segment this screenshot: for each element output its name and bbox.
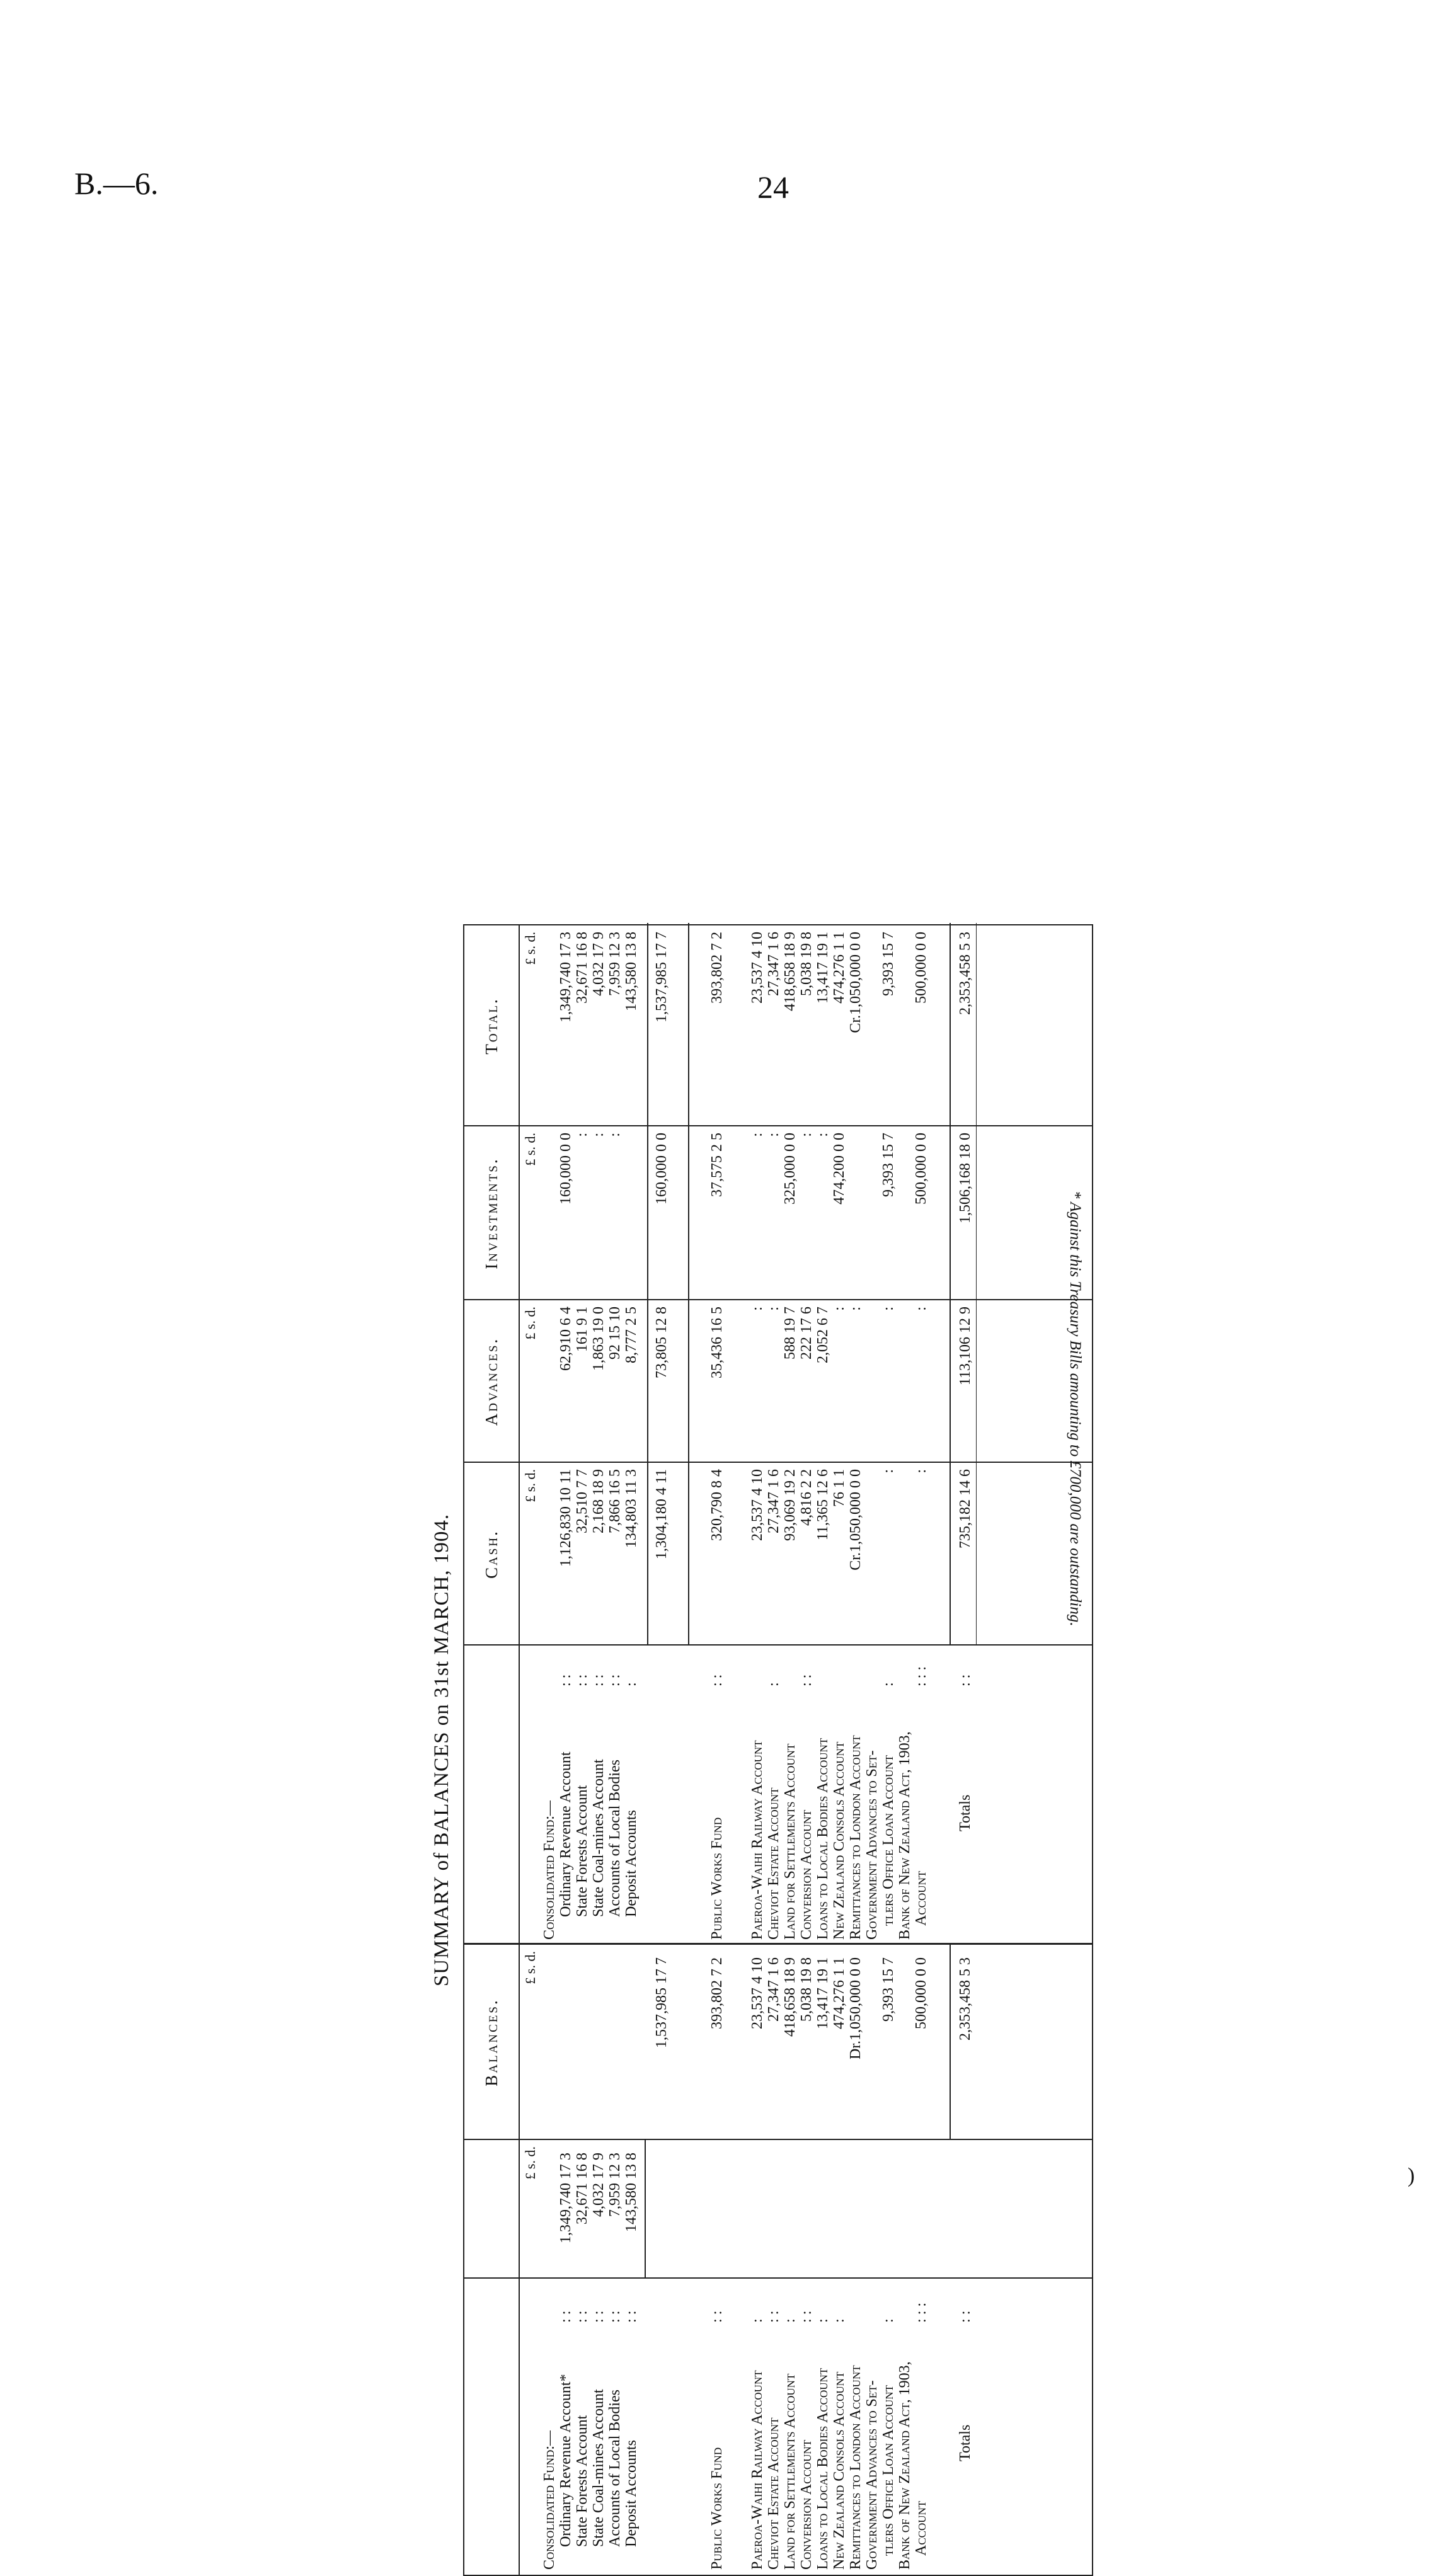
right-tot-cell: 32,671 16 8 bbox=[574, 932, 590, 1004]
left-row-leader: : bbox=[831, 2318, 847, 2323]
left-table-row bbox=[653, 1945, 670, 2575]
right-cash-cell: 1,126,830 10 11 bbox=[558, 1469, 574, 1567]
right-row-label: Government Advances to Set- bbox=[864, 1750, 880, 1940]
right-tot-cell: 9,393 15 7 bbox=[880, 932, 897, 996]
summary-table bbox=[463, 924, 1093, 2576]
right-row-label: Paeroa-Waihi Railway Account bbox=[749, 1740, 766, 1940]
left-label-header bbox=[464, 2279, 520, 2575]
left-row-leader: : : bbox=[590, 2310, 607, 2323]
right-row-label: Cheviot Estate Account bbox=[766, 1787, 782, 1940]
right-row-leader: : : bbox=[558, 1674, 574, 1686]
left-row-leader: : : bbox=[574, 2310, 590, 2323]
table-title: SUMMARY of BALANCES on 31st MARCH, 1904. bbox=[430, 1513, 453, 1987]
right-row-label: Loans to Local Bodies Account bbox=[815, 1737, 831, 1940]
left-table-row bbox=[831, 1945, 847, 2575]
left-row-leader: : : bbox=[766, 2310, 782, 2323]
right-cash-cell: 134,803 11 3 bbox=[623, 1469, 640, 1548]
right-cash-cell: 11,365 12 6 bbox=[815, 1469, 831, 1541]
right-tot-cell: 1,349,740 17 3 bbox=[558, 932, 574, 1022]
right-cash-cell: 93,069 19 2 bbox=[782, 1469, 798, 1541]
left-table-row bbox=[607, 1945, 623, 2575]
left-row-label: Accounts of Local Bodies bbox=[607, 2390, 623, 2547]
left-bal-cell: 418,658 18 9 bbox=[782, 1957, 798, 2037]
left-row-label: tlers Office Loan Account bbox=[880, 2385, 897, 2556]
footnote: * Against this Treasury Bills amounting to £700,000 are outstanding. bbox=[1067, 1191, 1084, 1627]
right-row-label: New Zealand Consols Account bbox=[831, 1741, 847, 1940]
left-table-row bbox=[798, 1945, 815, 2575]
left-table-row bbox=[574, 1945, 590, 2575]
left-row-label: Public Works Fund bbox=[709, 2447, 725, 2570]
left-bal-cell: 23,537 4 10 bbox=[749, 1957, 766, 2029]
left-subtotal-units: £ s. d. bbox=[522, 2146, 538, 2180]
left-bal-cell: 393,802 7 2 bbox=[709, 1957, 725, 2029]
balances-header: Balances. bbox=[464, 1945, 520, 2140]
right-adv-cell: 113,106 12 9 bbox=[957, 1307, 973, 1386]
right-tot-cell: 393,802 7 2 bbox=[709, 932, 725, 1004]
right-cash-cell: 76 1 1 bbox=[831, 1469, 847, 1507]
right-row-leader: : : bbox=[607, 1674, 623, 1686]
rule-line bbox=[950, 1945, 951, 2140]
left-row-leader: : bbox=[880, 2318, 897, 2323]
right-row-label: Ordinary Revenue Account bbox=[558, 1751, 574, 1917]
left-row-label: Deposit Accounts bbox=[623, 2440, 640, 2547]
right-tot-cell: 27,347 1 6 bbox=[766, 932, 782, 996]
right-table-row bbox=[815, 923, 831, 1945]
total-header: Total. bbox=[464, 925, 520, 1126]
right-row-leader: : bbox=[880, 1682, 897, 1686]
right-inv-cell: 9,393 15 7 bbox=[880, 1133, 897, 1197]
right-inv-cell: : bbox=[815, 1133, 831, 1137]
left-bal-cell: 2,353,458 5 3 bbox=[957, 1957, 973, 2041]
right-table-row bbox=[558, 923, 574, 1945]
left-bal-cell: 474,276 1 1 bbox=[831, 1957, 847, 2029]
right-row-leader: : bbox=[623, 1682, 640, 1686]
right-cash-cell: 2,168 18 9 bbox=[590, 1469, 607, 1533]
right-tot-cell: Cr.1,050,000 0 0 bbox=[847, 932, 864, 1033]
left-bal-cell: 5,038 19 8 bbox=[798, 1957, 815, 2022]
rule-line bbox=[950, 923, 951, 1646]
right-table-row bbox=[607, 923, 623, 1945]
left-row-leader: : : bbox=[558, 2310, 574, 2323]
left-row-label: Ordinary Revenue Account* bbox=[558, 2374, 574, 2547]
left-row-leader: : bbox=[782, 2318, 798, 2323]
right-tot-cell: 7,959 12 3 bbox=[607, 932, 623, 996]
left-sub-cell: 1,349,740 17 3 bbox=[558, 2153, 574, 2243]
right-row-leader: : : bbox=[957, 1674, 973, 1686]
left-table-row bbox=[590, 1945, 607, 2575]
right-inv-cell: 500,000 0 0 bbox=[913, 1133, 929, 1205]
right-adv-cell: 73,805 12 8 bbox=[653, 1307, 670, 1378]
right-adv-cell: : bbox=[831, 1307, 847, 1311]
right-cash-cell: Cr.1,050,000 0 0 bbox=[847, 1469, 864, 1571]
right-row-leader: : : : bbox=[913, 1666, 929, 1686]
right-adv-cell: : bbox=[880, 1307, 897, 1311]
left-sub-cell: 4,032 17 9 bbox=[590, 2153, 607, 2217]
cash-header: Cash. bbox=[464, 1463, 520, 1646]
left-row-label: Conversion Account bbox=[798, 2439, 815, 2570]
right-tot-cell: 474,276 1 1 bbox=[831, 932, 847, 1004]
right-inv-cell: : bbox=[798, 1133, 815, 1137]
right-row-label: Account bbox=[913, 1870, 929, 1926]
left-row-label: Account bbox=[913, 2500, 929, 2556]
right-tot-cell: 2,353,458 5 3 bbox=[957, 932, 973, 1015]
left-subtotal-header bbox=[464, 2140, 520, 2279]
left-sub-cell: 7,959 12 3 bbox=[607, 2153, 623, 2217]
right-row-label: Bank of New Zealand Act, 1903, bbox=[897, 1731, 913, 1940]
right-inv-cell: 160,000 0 0 bbox=[653, 1133, 670, 1205]
rule-line bbox=[645, 2140, 646, 2279]
right-table-row bbox=[798, 923, 815, 1945]
right-inv-cell: 325,000 0 0 bbox=[782, 1133, 798, 1205]
right-tot-cell: 23,537 4 10 bbox=[749, 932, 766, 1004]
right-inv-cell: : bbox=[590, 1133, 607, 1137]
left-table-row bbox=[864, 1945, 880, 2575]
right-table-row bbox=[623, 923, 640, 1945]
left-bal-cell: 27,347 1 6 bbox=[766, 1957, 782, 2022]
left-bal-cell: 9,393 15 7 bbox=[880, 1957, 897, 2022]
right-inv-cell: : bbox=[574, 1133, 590, 1137]
right-inv-cell: 1,506,168 18 0 bbox=[957, 1133, 973, 1223]
right-table-row bbox=[782, 923, 798, 1945]
stray-mark: ) bbox=[1408, 2164, 1415, 2187]
right-adv-cell: : bbox=[847, 1307, 864, 1311]
right-table-row bbox=[831, 923, 847, 1945]
left-row-label: State Forests Account bbox=[574, 2415, 590, 2547]
left-row-label: Bank of New Zealand Act, 1903, bbox=[897, 2361, 913, 2570]
right-cash-cell: 4,816 2 2 bbox=[798, 1469, 815, 1526]
right-tot-cell: 418,658 18 9 bbox=[782, 932, 798, 1011]
right-cash-cell: 735,182 14 6 bbox=[957, 1469, 973, 1548]
right-row-leader: : bbox=[766, 1682, 782, 1686]
right-table-row bbox=[864, 923, 880, 1945]
left-table-row bbox=[782, 1945, 798, 2575]
right-adv-cell: 1,863 19 0 bbox=[590, 1307, 607, 1371]
left-table-row bbox=[766, 1945, 782, 2575]
right-row-label: Accounts of Local Bodies bbox=[607, 1760, 623, 1917]
left-row-leader: : : bbox=[623, 2310, 640, 2323]
right-cash-cell: 7,866 16 5 bbox=[607, 1469, 623, 1533]
right-row-label: Totals bbox=[957, 1794, 973, 1831]
right-tot-cell: 5,038 19 8 bbox=[798, 932, 815, 996]
cash-units: £ s. d. bbox=[522, 1469, 538, 1503]
right-row-leader: : : bbox=[574, 1674, 590, 1686]
right-adv-cell: 8,777 2 5 bbox=[623, 1307, 640, 1363]
left-bal-cell: 1,537,985 17 7 bbox=[653, 1957, 670, 2048]
right-cash-cell: 320,790 8 4 bbox=[709, 1469, 725, 1541]
right-adv-cell: 588 19 7 bbox=[782, 1307, 798, 1360]
right-cash-cell: 23,537 4 10 bbox=[749, 1469, 766, 1541]
right-inv-cell: 474,200 0 0 bbox=[831, 1133, 847, 1205]
left-table-row bbox=[880, 1945, 897, 2575]
right-row-label: Consolidated Fund:— bbox=[541, 1800, 558, 1940]
total-units: £ s. d. bbox=[522, 932, 538, 965]
left-row-label: State Coal-mines Account bbox=[590, 2389, 607, 2547]
right-table-row bbox=[913, 923, 929, 1945]
balances-units: £ s. d. bbox=[522, 1951, 538, 1984]
right-row-label: tlers Office Loan Account bbox=[880, 1755, 897, 1926]
right-adv-cell: 92 15 10 bbox=[607, 1307, 623, 1360]
right-cash-cell: 1,304,180 4 11 bbox=[653, 1469, 670, 1560]
left-row-label: Remittances to London Account bbox=[847, 2365, 864, 2570]
right-row-leader: : : bbox=[709, 1674, 725, 1686]
investments-units: £ s. d. bbox=[522, 1133, 538, 1166]
advances-header: Advances. bbox=[464, 1300, 520, 1463]
left-table-row bbox=[749, 1945, 766, 2575]
page-reference: B.—6. bbox=[74, 166, 159, 201]
right-table-row bbox=[880, 923, 897, 1945]
left-table-row bbox=[847, 1945, 864, 2575]
right-inv-cell: 37,575 2 5 bbox=[709, 1133, 725, 1197]
page-number: 24 bbox=[757, 169, 789, 205]
left-row-leader: : : bbox=[798, 2310, 815, 2323]
right-cash-cell: 27,347 1 6 bbox=[766, 1469, 782, 1533]
left-row-leader: : : : bbox=[913, 2302, 929, 2323]
left-row-leader: : : bbox=[957, 2310, 973, 2323]
rule-line bbox=[647, 923, 648, 1646]
right-row-label: State Forests Account bbox=[574, 1785, 590, 1917]
right-row-leader: : : bbox=[590, 1674, 607, 1686]
right-inv-cell: : bbox=[749, 1133, 766, 1137]
right-row-label: Public Works Fund bbox=[709, 1817, 725, 1940]
right-tot-cell: 4,032 17 9 bbox=[590, 932, 607, 996]
left-table-row bbox=[623, 1945, 640, 2575]
right-adv-cell: 161 9 1 bbox=[574, 1307, 590, 1352]
left-row-leader: : bbox=[815, 2318, 831, 2323]
left-sub-cell: 143,580 13 8 bbox=[623, 2153, 640, 2232]
right-tot-cell: 500,000 0 0 bbox=[913, 932, 929, 1004]
right-table-row bbox=[847, 923, 864, 1945]
right-tot-cell: 143,580 13 8 bbox=[623, 932, 640, 1011]
rule-line bbox=[976, 923, 977, 1646]
left-table-row bbox=[541, 1945, 558, 2575]
right-inv-cell: 160,000 0 0 bbox=[558, 1133, 574, 1205]
right-inv-cell: : bbox=[766, 1133, 782, 1137]
left-sub-cell: 32,671 16 8 bbox=[574, 2153, 590, 2224]
left-row-label: Consolidated Fund:— bbox=[541, 2430, 558, 2570]
left-table-row bbox=[957, 1945, 973, 2575]
right-adv-cell: 222 17 6 bbox=[798, 1307, 815, 1360]
right-tot-cell: 13,417 19 1 bbox=[815, 932, 831, 1004]
right-row-label: Remittances to London Account bbox=[847, 1735, 864, 1940]
right-inv-cell: : bbox=[607, 1133, 623, 1137]
left-table-row bbox=[709, 1945, 725, 2575]
left-table-row bbox=[815, 1945, 831, 2575]
left-row-label: Land for Settlements Account bbox=[782, 2373, 798, 2570]
right-row-label: Land for Settlements Account bbox=[782, 1743, 798, 1940]
left-row-label: Paeroa-Waihi Railway Account bbox=[749, 2370, 766, 2570]
rule-line bbox=[688, 923, 689, 1646]
units-row bbox=[522, 925, 539, 2575]
left-table-row bbox=[913, 1945, 929, 2575]
left-bal-cell: 500,000 0 0 bbox=[913, 1957, 929, 2029]
right-table-row bbox=[574, 923, 590, 1945]
right-table-row bbox=[541, 923, 558, 1945]
right-table-row bbox=[709, 923, 725, 1945]
right-row-label: Deposit Accounts bbox=[623, 1810, 640, 1917]
right-table-row bbox=[957, 923, 973, 1945]
right-label-header bbox=[464, 1646, 520, 1945]
left-bal-cell: Dr.1,050,000 0 0 bbox=[847, 1957, 864, 2059]
left-row-label: Loans to Local Bodies Account bbox=[815, 2367, 831, 2570]
right-table-row bbox=[749, 923, 766, 1945]
right-adv-cell: : bbox=[913, 1307, 929, 1311]
right-adv-cell: 2,052 6 7 bbox=[815, 1307, 831, 1363]
left-row-leader: : : bbox=[709, 2310, 725, 2323]
right-table-row bbox=[590, 923, 607, 1945]
right-table-row bbox=[766, 923, 782, 1945]
balances-summary bbox=[430, 924, 1093, 2576]
right-row-label: State Coal-mines Account bbox=[590, 1759, 607, 1917]
right-cash-cell: 32,510 7 7 bbox=[574, 1469, 590, 1533]
right-row-label: Conversion Account bbox=[798, 1809, 815, 1940]
right-adv-cell: : bbox=[749, 1307, 766, 1311]
left-row-label: New Zealand Consols Account bbox=[831, 2371, 847, 2570]
left-table-row bbox=[558, 1945, 574, 2575]
advances-units: £ s. d. bbox=[522, 1307, 538, 1340]
right-table-row bbox=[897, 923, 913, 1945]
right-adv-cell: 35,436 16 5 bbox=[709, 1307, 725, 1378]
right-table-row bbox=[653, 923, 670, 1945]
right-row-leader: : : bbox=[798, 1674, 815, 1686]
left-table-row bbox=[897, 1945, 913, 2575]
left-row-label: Totals bbox=[957, 2424, 973, 2461]
left-bal-cell: 13,417 19 1 bbox=[815, 1957, 831, 2029]
left-row-label: Government Advances to Set- bbox=[864, 2380, 880, 2570]
right-adv-cell: 62,910 6 4 bbox=[558, 1307, 574, 1371]
right-adv-cell: : bbox=[766, 1307, 782, 1311]
right-tot-cell: 1,537,985 17 7 bbox=[653, 932, 670, 1022]
right-cash-cell: : bbox=[913, 1469, 929, 1474]
left-row-label: Cheviot Estate Account bbox=[766, 2417, 782, 2570]
investments-header: Investments. bbox=[464, 1126, 520, 1300]
left-row-leader: : bbox=[749, 2318, 766, 2323]
left-row-leader: : : bbox=[607, 2310, 623, 2323]
right-cash-cell: : bbox=[880, 1469, 897, 1474]
